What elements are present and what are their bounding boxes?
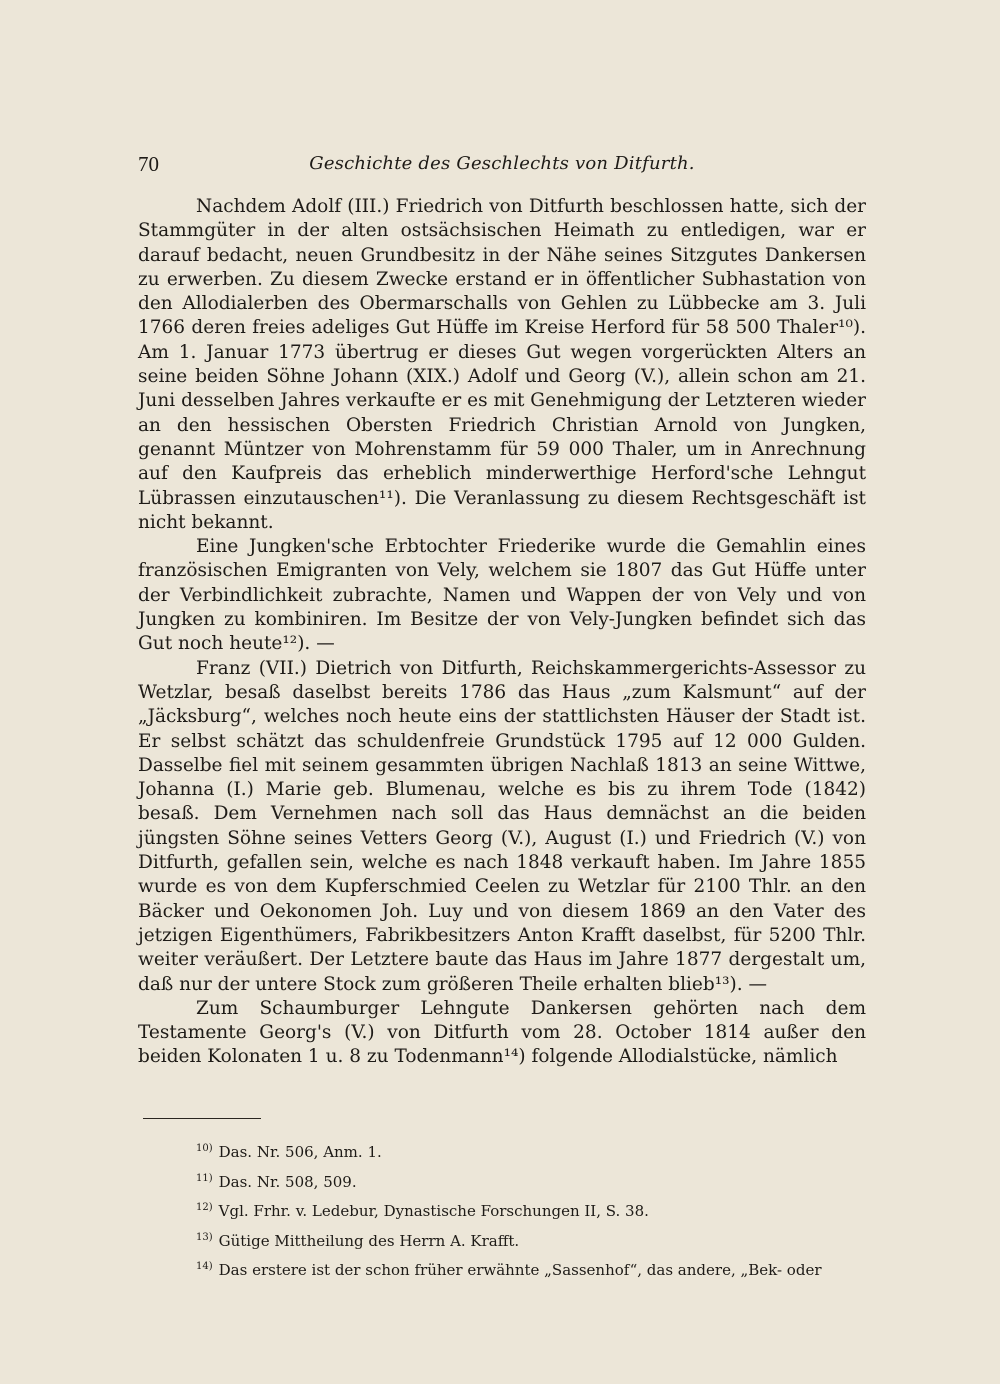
running-title: Geschichte des Geschlechts von Ditfurth. — [309, 153, 695, 174]
footnote-12 — [196, 1195, 876, 1225]
footnote-text: Gütige Mittheilung des Herrn A. Krafft. — [218, 1231, 520, 1250]
footnote-text: Das erstere ist der schon früher erwähnte „Sassenhof“, das andere, „Bek- oder — [218, 1261, 822, 1279]
footnote-separator — [143, 1118, 261, 1119]
footnote-mark: 13) — [196, 1231, 213, 1243]
page-number: 70 — [138, 152, 159, 176]
footnote-mark: 14) — [196, 1261, 213, 1272]
footnote-10 — [196, 1136, 876, 1166]
footnote-13 — [196, 1225, 876, 1255]
running-header — [138, 152, 866, 182]
paragraph-hueffe-purchase: Nachdem Adolf (III.) Friedrich von Ditfurth beschlossen hatte, sich der Stammgüter in der alten ostsächsischen Heimath zu entledigen, war er darauf bedacht, neuen Grundbesitz in der Nähe seines Sitzgutes Dankersen zu erwerben. Zu diesem Zwecke erstand er in öffentlicher Subhastation von den Allodialerben des Obermarschalls von Gehlen zu Lübbecke am 3. Juli 1766 deren freies adeliges Gut Hüffe im Kreise Herford für 58 500 Thaler¹⁰). Am 1. Januar 1773 übertrug er dieses Gut wegen vorgerückten Alters an seine beiden Söhne Johann (XIX.) Adolf und Georg (V.), allein schon am 21. Juni desselben Jahres verkaufte er es mit Genehmigung der Letzteren wieder an den hessischen Obersten Friedrich Christian Arnold von Jungken, genannt Müntzer von Mohrenstamm für 59 000 Thaler, um in Anrechnung auf den Kaufpreis das erheblich minderwerthige Herford'sche Lehngut Lübrassen einzutauschen¹¹). Die Veranlassung zu diesem Rechtsgeschäft ist nicht bekannt. — [138, 196, 866, 533]
footnote-mark: 10) — [196, 1143, 213, 1154]
body-text — [138, 195, 866, 1070]
paragraph-dankersen-estate: Zum Schaumburger Lehngute Dankersen gehörten nach dem Testamente Georg's (V.) von Ditfurth vom 28. October 1814 außer den beiden Kolonaten 1 u. 8 zu Todenmann¹⁴) folgende Allodialstücke, nämlich — [138, 997, 866, 1068]
footnotes — [196, 1136, 876, 1284]
footnote-text: Vgl. Frhr. v. Ledebur, Dynastische Forschungen II, S. 38. — [218, 1202, 649, 1220]
footnote-11 — [196, 1166, 876, 1196]
paragraph-jungken-vely: Eine Jungken'sche Erbtochter Friederike wurde die Gemahlin eines französischen Emigranten von Vely, welchem sie 1807 das Gut Hüffe unter der Verbindlichkeit zubrachte, Namen und Wappen der von Vely und von Jungken zu kombiniren. Im Besitze der von Vely-Jungken befindet sich das Gut noch heute¹²). — — [138, 536, 866, 655]
footnote-14 — [196, 1254, 876, 1284]
paragraph-wetzlar-house: Franz (VII.) Dietrich von Ditfurth, Reichskammergerichts-Assessor zu Wetzlar, besaß daselbst bereits 1786 das Haus „zum Kalsmunt“ auf der „Jäcksburg“, welches noch heute eins der stattlichsten Häuser der Stadt ist. Er selbst schätzt das schuldenfreie Grundstück 1795 auf 12 000 Gulden. Dasselbe fiel mit seinem gesammten übrigen Nachlaß 1813 an seine Wittwe, Johanna (I.) Marie geb. Blumenau, welche es bis zu ihrem Tode (1842) besaß. Dem Vernehmen nach soll das Haus demnächst an die beiden jüngsten Söhne seines Vetters Georg (V.), August (I.) und Friedrich (V.) von Ditfurth, gefallen sein, welche es nach 1848 verkauft haben. Im Jahre 1855 wurde es von dem Kupferschmied Ceelen zu Wetzlar für 2100 Thlr. an den Bäcker und Oekonomen Joh. Luy und von diesem 1869 an den Vater des jetzigen Eigenthümers, Fabrikbesitzers Anton Krafft daselbst, für 5200 Thlr. weiter veräußert. Der Letztere baute das Haus im Jahre 1877 dergestalt um, daß nur der untere Stock zum größeren Theile erhalten blieb¹³). — — [138, 657, 866, 995]
footnote-text: Das. Nr. 506, Anm. 1. — [218, 1143, 382, 1161]
footnote-mark: 12) — [196, 1202, 213, 1213]
footnote-mark: 11) — [196, 1172, 213, 1184]
footnote-text: Das. Nr. 508, 509. — [218, 1172, 357, 1191]
